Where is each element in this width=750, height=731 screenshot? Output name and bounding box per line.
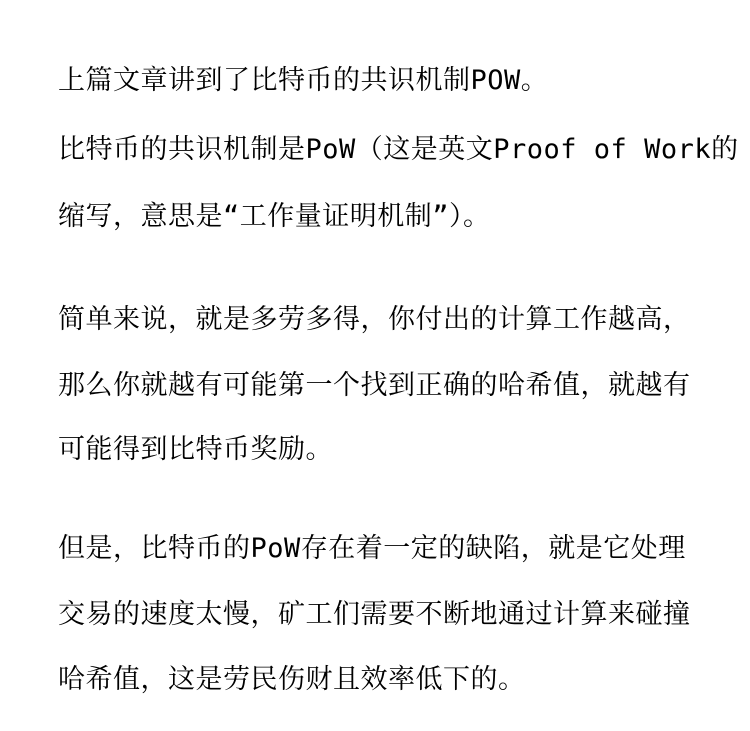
text-line: 上篇文章讲到了比特币的共识机制POW。 bbox=[58, 65, 549, 96]
text-line: 哈希值，这是劳民伤财且效率低下的。 bbox=[58, 664, 526, 695]
text-line: 缩写，意思是“工作量证明机制”）。 bbox=[58, 201, 491, 232]
text-line: 那么你就越有可能第一个找到正确的哈希值，就越有 bbox=[58, 370, 691, 401]
text-line: 简单来说，就是多劳多得，你付出的计算工作越高， bbox=[58, 304, 691, 335]
text-line: 可能得到比特币奖励。 bbox=[58, 434, 333, 465]
text-line: 比特币的共识机制是PoW（这是英文Proof of Work的 bbox=[58, 134, 739, 165]
text-line: 交易的速度太慢，矿工们需要不断地通过计算来碰撞 bbox=[58, 599, 691, 630]
text-line: 但是，比特币的PoW存在着一定的缺陷，就是它处理 bbox=[58, 533, 686, 564]
